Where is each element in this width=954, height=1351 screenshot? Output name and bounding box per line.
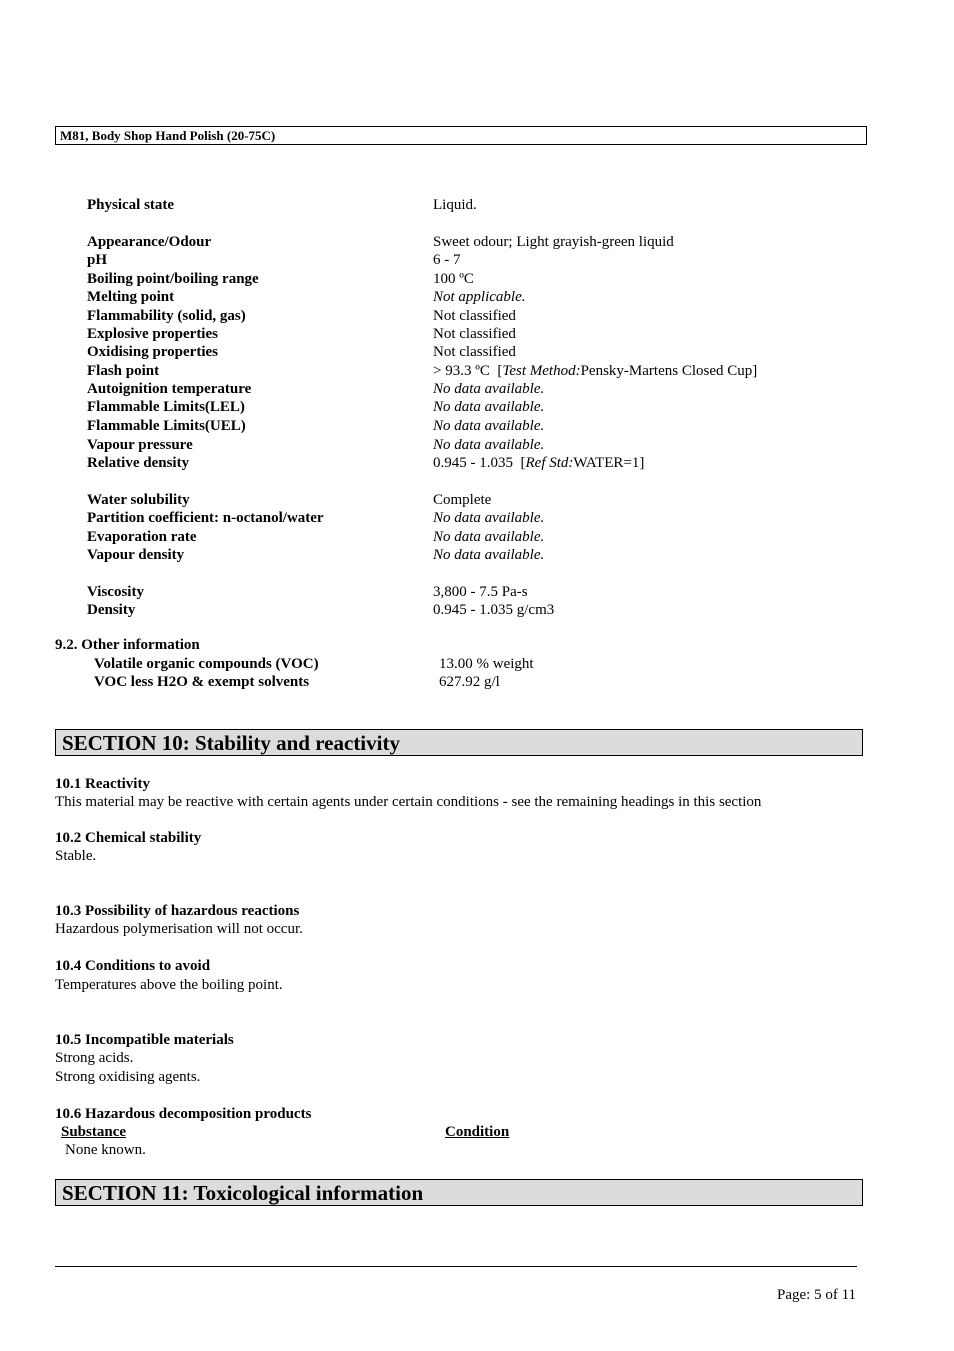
conditions-to-avoid-heading: 10.4 Conditions to avoid bbox=[55, 958, 211, 974]
substance-column-header: Substance bbox=[61, 1124, 127, 1140]
chemical-stability-text: Stable. bbox=[55, 848, 97, 864]
property-value: 3,800 - 7.5 Pa-s bbox=[433, 584, 528, 600]
section-11-title: SECTION 11: Toxicological information bbox=[62, 1181, 424, 1205]
property-label: Partition coefficient: n-octanol/water bbox=[87, 510, 324, 526]
property-value-prefix: 0.945 - 1.035 [ bbox=[433, 455, 526, 471]
property-label: Explosive properties bbox=[87, 326, 218, 342]
property-value: Complete bbox=[433, 492, 492, 508]
property-label: Oxidising properties bbox=[87, 344, 218, 360]
property-label: pH bbox=[87, 252, 108, 268]
property-value: No data available. bbox=[433, 547, 545, 563]
property-label: Flammable Limits(LEL) bbox=[87, 399, 245, 415]
property-value: Sweet odour; Light grayish-green liquid bbox=[433, 234, 674, 250]
reactivity-text: This material may be reactive with certain agents under certain conditions - see the remaining headings in this section bbox=[55, 794, 762, 810]
property-label: Melting point bbox=[87, 289, 175, 305]
property-value bbox=[433, 362, 757, 380]
property-value-suffix: Pensky-Martens Closed Cup] bbox=[580, 363, 758, 379]
document-title: M81, Body Shop Hand Polish (20-75C) bbox=[60, 128, 276, 143]
other-info-heading: 9.2. Other information bbox=[55, 637, 200, 653]
property-value: No data available. bbox=[433, 381, 545, 397]
property-label: Boiling point/boiling range bbox=[87, 271, 259, 287]
voc-label: Volatile organic compounds (VOC) bbox=[94, 656, 319, 672]
property-label: Autoignition temperature bbox=[87, 381, 252, 397]
section-10-title: SECTION 10: Stability and reactivity bbox=[62, 731, 400, 755]
section-11-header bbox=[55, 1179, 863, 1206]
document-header bbox=[55, 126, 867, 145]
page-number: Page: 5 of 11 bbox=[777, 1287, 857, 1303]
property-label: Viscosity bbox=[87, 584, 144, 600]
property-label: Flash point bbox=[87, 363, 160, 379]
voc-less-value: 627.92 g/l bbox=[439, 674, 500, 690]
property-value: Not classified bbox=[433, 344, 516, 360]
property-value-qualifier: Ref Std: bbox=[525, 455, 574, 471]
property-value bbox=[433, 454, 644, 472]
property-value-suffix: WATER=1] bbox=[573, 455, 645, 471]
voc-less-label: VOC less H2O & exempt solvents bbox=[94, 674, 310, 690]
footer-rule bbox=[55, 1266, 857, 1267]
conditions-to-avoid-text: Temperatures above the boiling point. bbox=[55, 977, 283, 993]
property-value: Not classified bbox=[433, 326, 516, 342]
property-value: No data available. bbox=[433, 529, 545, 545]
hazardous-reactions-heading: 10.3 Possibility of hazardous reactions bbox=[55, 903, 300, 919]
property-value: Not applicable. bbox=[433, 289, 526, 305]
decomposition-heading: 10.6 Hazardous decomposition products bbox=[55, 1106, 312, 1122]
property-label: Evaporation rate bbox=[87, 529, 197, 545]
property-value: Liquid. bbox=[433, 197, 477, 213]
condition-column-header: Condition bbox=[445, 1124, 510, 1140]
section-10-header bbox=[55, 729, 863, 756]
property-label: Vapour density bbox=[87, 547, 185, 563]
reactivity-heading: 10.1 Reactivity bbox=[55, 776, 150, 792]
property-value: No data available. bbox=[433, 399, 545, 415]
chemical-stability-heading: 10.2 Chemical stability bbox=[55, 830, 202, 846]
incompatible-materials-line-2: Strong oxidising agents. bbox=[55, 1069, 201, 1085]
property-label: Vapour pressure bbox=[87, 437, 193, 453]
property-value: 100 ºC bbox=[433, 271, 474, 287]
decomposition-value: None known. bbox=[65, 1142, 146, 1158]
property-value: Not classified bbox=[433, 308, 516, 324]
property-value-qualifier: Test Method: bbox=[502, 363, 581, 379]
property-label: Physical state bbox=[87, 197, 175, 213]
property-label: Relative density bbox=[87, 455, 190, 471]
incompatible-materials-line-1: Strong acids. bbox=[55, 1050, 134, 1066]
incompatible-materials-heading: 10.5 Incompatible materials bbox=[55, 1032, 234, 1048]
property-label: Appearance/Odour bbox=[87, 234, 212, 250]
property-value-prefix: > 93.3 ºC [ bbox=[433, 363, 503, 379]
property-label: Flammability (solid, gas) bbox=[87, 308, 246, 324]
property-label: Density bbox=[87, 602, 136, 618]
voc-value: 13.00 % weight bbox=[439, 656, 534, 672]
property-value: 6 - 7 bbox=[433, 252, 461, 268]
property-value: 0.945 - 1.035 g/cm3 bbox=[433, 602, 555, 618]
property-value: No data available. bbox=[433, 437, 545, 453]
hazardous-reactions-text: Hazardous polymerisation will not occur. bbox=[55, 921, 303, 937]
property-value: No data available. bbox=[433, 510, 545, 526]
property-label: Water solubility bbox=[87, 492, 190, 508]
property-value: No data available. bbox=[433, 418, 545, 434]
property-label: Flammable Limits(UEL) bbox=[87, 418, 246, 434]
